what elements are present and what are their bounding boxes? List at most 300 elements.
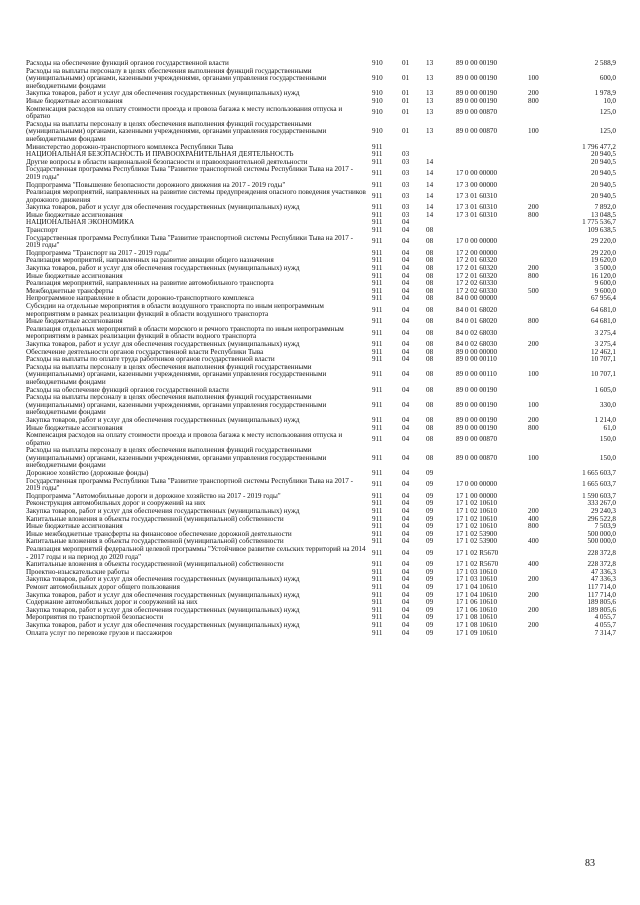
amount: 47 336,3: [591, 567, 616, 576]
subsection-code: 13: [426, 59, 434, 67]
table-row: [26, 630, 616, 638]
amount: 64 681,0: [591, 305, 616, 314]
target-article-code: 17 1 09 10610: [456, 628, 498, 637]
amount: 600,0: [599, 74, 616, 83]
target-article-code: 17 1 02 53900: [456, 529, 498, 538]
amount: 125,0: [599, 108, 616, 117]
row-name: Расходы на выплаты персоналу в целях обеспечения выполнения функций государственными (муниципальными) органами, казенными учреждениями, органами управления государственными внебюджетными фондами: [26, 119, 327, 143]
row-name: Подпрограмма "Повышение безопасности дорожного движения на 2017 - 2019 годы": [26, 180, 286, 189]
row-name: Иные бюджетные ассигнования: [26, 210, 123, 219]
subsection-code: 09: [426, 491, 434, 500]
target-article-code: 89 0 00 00870: [456, 127, 498, 136]
target-article-code: 17 2 00 00000: [456, 248, 498, 257]
row-name: Закупка товаров, работ и услуг для обеспечения государственных (муниципальных) нужд: [26, 620, 300, 629]
target-article-code: 17 2 02 60330: [456, 286, 498, 295]
target-article-code: 17 0 00 00000: [456, 237, 498, 246]
row-name: НАЦИОНАЛЬНАЯ ЭКОНОМИКА: [26, 218, 135, 227]
section-code: 04: [402, 264, 410, 273]
target-article-code: 17 1 02 R5670: [456, 548, 499, 557]
amount: 500 000,0: [587, 529, 616, 538]
ministry-code: 911: [372, 514, 383, 523]
ministry-code: 911: [372, 605, 383, 614]
target-article-code: 89 0 00 00870: [456, 434, 498, 443]
target-article-code: 17 1 08 10610: [456, 620, 498, 629]
ministry-code: 911: [372, 210, 383, 219]
table-row: [26, 447, 616, 470]
table-row: [26, 394, 616, 417]
amount: 228 372,8: [587, 560, 616, 569]
section-code: 04: [402, 537, 410, 546]
amount: 29 240,3: [591, 507, 616, 516]
target-article-code: 17 3 01 60310: [456, 191, 498, 200]
target-article-code: 89 0 00 00110: [456, 355, 497, 364]
row-name: Дорожное хозяйство (дорожные фонды): [26, 469, 149, 478]
subsection-code: 08: [426, 328, 434, 337]
subsection-code: 09: [426, 507, 434, 516]
ministry-code: 911: [372, 423, 383, 432]
section-code: 04: [402, 305, 410, 314]
expense-type-code: 800: [528, 317, 539, 326]
table-row: [26, 235, 616, 250]
target-article-code: 17 1 06 10610: [456, 605, 498, 614]
row-name: Иные бюджетные ассигнования: [26, 96, 123, 105]
row-name: Другие вопросы в области национальной безопасности и правоохранительной деятельности: [26, 157, 308, 166]
target-article-code: 17 1 03 10610: [456, 575, 498, 584]
row-name: Государственная программа Республики Тыва "Развитие транспортной системы Республики Тыва на 2017 - 2019 годы": [26, 165, 354, 181]
ministry-code: 911: [372, 339, 383, 348]
ministry-code: 911: [372, 256, 383, 265]
row-name: Государственная программа Республики Тыва "Развитие транспортной системы Республики Тыва на 2017 - 2019 годы": [26, 233, 354, 250]
ministry-code: 911: [372, 355, 383, 364]
amount: 20 940,5: [591, 150, 616, 159]
subsection-code: 08: [426, 226, 434, 235]
subsection-code: 08: [426, 286, 434, 295]
amount: 9 600,0: [594, 286, 616, 295]
target-article-code: 84 0 00 00000: [456, 294, 498, 303]
section-code: 04: [402, 491, 410, 500]
ministry-code: 911: [372, 305, 383, 314]
amount: 19 620,0: [591, 256, 616, 265]
amount: 1 590 603,7: [582, 491, 616, 500]
section-code: 04: [402, 507, 410, 516]
row-name: Иные межбюджетные трансферты на финансовое обеспечение дорожной деятельности: [26, 529, 292, 538]
section-code: 04: [402, 514, 410, 523]
ministry-code: 910: [372, 108, 383, 117]
section-code: 04: [402, 499, 410, 508]
subsection-code: 14: [426, 191, 434, 200]
target-article-code: 89 0 00 00190: [456, 415, 498, 424]
amount: 150,0: [599, 453, 616, 462]
section-code: 04: [402, 294, 410, 303]
expense-type-code: 200: [528, 575, 539, 584]
ministry-code: 911: [372, 620, 383, 629]
ministry-code: 911: [372, 191, 383, 200]
row-name: Расходы на обеспечение функций органов государственной власти: [26, 59, 229, 67]
amount: 9 600,0: [594, 279, 616, 288]
row-name: Закупка товаров, работ и услуг для обеспечения государственных (муниципальных) нужд: [26, 264, 300, 273]
subsection-code: 14: [426, 210, 434, 219]
amount: 10 707,1: [591, 370, 616, 379]
target-article-code: 89 0 00 00110: [456, 370, 497, 379]
section-code: 01: [402, 74, 410, 83]
section-code: 01: [402, 127, 410, 136]
ministry-code: 911: [372, 582, 383, 591]
expense-type-code: 400: [528, 560, 539, 569]
target-article-code: 17 0 00 00000: [456, 169, 498, 178]
section-code: 04: [402, 605, 410, 614]
expense-type-code: 400: [528, 537, 539, 546]
ministry-code: 911: [372, 537, 383, 546]
target-article-code: 84 0 02 68030: [456, 328, 498, 337]
row-name: НАЦИОНАЛЬНАЯ БЕЗОПАСНОСТЬ И ПРАВООХРАНИТЕЛЬНАЯ ДЕЯТЕЛЬНОСТЬ: [26, 150, 294, 159]
amount: 1 605,0: [594, 385, 616, 394]
target-article-code: 17 1 02 53900: [456, 537, 498, 546]
subsection-code: 09: [426, 480, 434, 489]
ministry-code: 911: [372, 271, 383, 280]
amount: 333 267,0: [587, 499, 616, 508]
table-row: [26, 303, 616, 318]
amount: 1 775 536,7: [582, 218, 616, 227]
ministry-code: 911: [372, 628, 383, 637]
target-article-code: 17 3 01 60310: [456, 210, 498, 219]
amount: 64 681,0: [591, 317, 616, 326]
table-row: [26, 219, 616, 227]
expense-type-code: 800: [528, 210, 539, 219]
expense-type-code: 100: [528, 400, 539, 409]
row-name: Расходы на выплаты по оплате труда работников органов государственной власти: [26, 355, 275, 364]
subsection-code: 09: [426, 628, 434, 637]
section-code: 04: [402, 355, 410, 364]
row-name: Закупка товаров, работ и услуг для обеспечения государственных (муниципальных) нужд: [26, 89, 300, 98]
subsection-code: 08: [426, 347, 434, 356]
section-code: 03: [402, 191, 410, 200]
target-article-code: 89 0 00 00190: [456, 400, 498, 409]
row-name: Компенсация расходов на оплату стоимости проезда и провоза багажа к месту использования отпуска и обратно: [26, 431, 343, 447]
ministry-code: 910: [372, 74, 383, 83]
row-name: Подпрограмма "Автомобильные дороги и дорожное хозяйство на 2017 - 2019 годы": [26, 491, 281, 500]
ministry-code: 911: [372, 385, 383, 394]
target-article-code: 17 1 06 10610: [456, 598, 498, 607]
target-article-code: 17 1 00 00000: [456, 491, 498, 500]
subsection-code: 09: [426, 514, 434, 523]
ministry-code: 911: [372, 294, 383, 303]
subsection-code: 13: [426, 127, 434, 136]
section-code: 04: [402, 370, 410, 379]
subsection-code: 08: [426, 237, 434, 246]
subsection-code: 14: [426, 169, 434, 178]
amount: 7 314,7: [594, 628, 616, 637]
subsection-code: 09: [426, 529, 434, 538]
section-code: 04: [402, 590, 410, 599]
expense-type-code: 200: [528, 339, 539, 348]
amount: 13 048,5: [591, 210, 616, 219]
ministry-code: 911: [372, 400, 383, 409]
section-code: 04: [402, 279, 410, 288]
ministry-code: 911: [372, 279, 383, 288]
expense-type-code: 800: [528, 271, 539, 280]
subsection-code: 09: [426, 567, 434, 576]
section-code: 04: [402, 548, 410, 557]
section-code: 04: [402, 226, 410, 235]
amount: 47 336,3: [591, 575, 616, 584]
section-code: 01: [402, 96, 410, 105]
section-code: 03: [402, 210, 410, 219]
section-code: 01: [402, 108, 410, 117]
row-name: Реализация отдельных мероприятий в области морского и речного транспорта по иным непрограммным мероприятиям в рамках реализации функций в области водного транспорта: [26, 324, 344, 341]
expense-type-code: 200: [528, 415, 539, 424]
amount: 1 214,0: [594, 415, 616, 424]
target-article-code: 17 0 00 00000: [456, 480, 498, 489]
ministry-code: 911: [372, 317, 383, 326]
amount: 29 220,0: [591, 237, 616, 246]
amount: 7 503,9: [594, 522, 616, 531]
subsection-code: 08: [426, 400, 434, 409]
subsection-code: 08: [426, 264, 434, 273]
row-name: Министерство дорожно-транспортного комплекса Республики Тыва: [26, 142, 234, 151]
target-article-code: 89 0 00 00190: [456, 74, 498, 83]
row-name: Капитальные вложения в объекты государственной (муниципальной) собственности: [26, 537, 284, 546]
subsection-code: 09: [426, 499, 434, 508]
amount: 189 805,6: [587, 605, 616, 614]
row-name: Реконструкция автомобильных дорог и сооружений на них: [26, 499, 206, 508]
amount: 1 796 477,2: [582, 142, 616, 151]
row-name: Субсидии на отдельные мероприятия в области воздушного транспорта по иным непрограммным мероприятиям в рамках реализации функций в области воздушного транспорта: [26, 302, 324, 318]
row-name: Реализация мероприятий федеральной целевой программы "Устойчивое развитие сельских территорий на 2014 - 2017 годы и на период до 2020 года": [26, 545, 366, 561]
amount: 4 055,7: [594, 620, 616, 629]
subsection-code: 14: [426, 157, 434, 166]
target-article-code: 17 1 03 10610: [456, 567, 498, 576]
row-name: Содержание автомобильных дорог и сооружений на них: [26, 598, 198, 607]
amount: 20 940,5: [591, 191, 616, 200]
subsection-code: 08: [426, 256, 434, 265]
subsection-code: 08: [426, 305, 434, 314]
subsection-code: 09: [426, 620, 434, 629]
target-article-code: 17 2 02 60330: [456, 279, 498, 288]
ministry-code: 911: [372, 480, 383, 489]
ministry-code: 911: [372, 347, 383, 356]
section-code: 01: [402, 59, 410, 67]
section-code: 03: [402, 180, 410, 189]
section-code: 04: [402, 286, 410, 295]
target-article-code: 89 0 00 00190: [456, 59, 498, 67]
section-code: 04: [402, 620, 410, 629]
amount: 12 462,1: [591, 347, 616, 356]
ministry-code: 910: [372, 59, 383, 67]
target-article-code: 89 0 00 00000: [456, 347, 498, 356]
section-code: 04: [402, 328, 410, 337]
amount: 10 707,1: [591, 355, 616, 364]
subsection-code: 08: [426, 294, 434, 303]
section-code: 04: [402, 628, 410, 637]
subsection-code: 09: [426, 575, 434, 584]
subsection-code: 08: [426, 370, 434, 379]
section-code: 04: [402, 522, 410, 531]
section-code: 04: [402, 400, 410, 409]
target-article-code: 89 0 00 00190: [456, 96, 498, 105]
ministry-code: 910: [372, 96, 383, 105]
target-article-code: 17 2 01 60320: [456, 256, 498, 265]
amount: 125,0: [599, 127, 616, 136]
amount: 4 055,7: [594, 613, 616, 622]
subsection-code: 09: [426, 469, 434, 478]
ministry-code: 911: [372, 567, 383, 576]
target-article-code: 89 0 00 00190: [456, 89, 498, 98]
expense-type-code: 200: [528, 264, 539, 273]
target-article-code: 84 0 01 68020: [456, 317, 498, 326]
row-name: Закупка товаров, работ и услуг для обеспечения государственных (муниципальных) нужд: [26, 590, 300, 599]
row-name: Расходы на выплаты персоналу в целях обеспечения выполнения функций государственными (муниципальными) органами, казенными учреждениями, органами управления государственными внебюджетными фондами: [26, 66, 327, 90]
row-name: Реализация мероприятий, направленных на развитие автомобильного транспорта: [26, 279, 274, 288]
row-name: Реализация мероприятий, направленных на развитие авиации общего назначения: [26, 256, 274, 265]
section-code: 04: [402, 248, 410, 257]
row-name: Расходы на выплаты персоналу в целях обеспечения выполнения функций государственными (муниципальными) органами, казенными учреждениями, органами управления государственными внебюджетными фондами: [26, 362, 327, 386]
target-article-code: 17 1 02 10610: [456, 514, 498, 523]
row-name: Расходы на выплаты персоналу в целях обеспечения выполнения функций государственными (муниципальными) органами, казенными учреждениями, органами управления государственными внебюджетными фондами: [26, 446, 327, 470]
target-article-code: 89 0 00 00190: [456, 423, 498, 432]
section-code: 04: [402, 575, 410, 584]
target-article-code: 17 1 02 R5670: [456, 560, 499, 569]
section-code: 04: [402, 560, 410, 569]
ministry-code: 911: [372, 453, 383, 462]
expense-type-code: 800: [528, 423, 539, 432]
ministry-code: 911: [372, 169, 383, 178]
row-name: Расходы на обеспечение функций органов государственной власти: [26, 385, 229, 394]
target-article-code: 89 0 00 00190: [456, 385, 498, 394]
subsection-code: 08: [426, 355, 434, 364]
amount: 189 805,6: [587, 598, 616, 607]
section-code: 04: [402, 567, 410, 576]
row-name: Иные бюджетные ассигнования: [26, 423, 123, 432]
row-name: Компенсация расходов на оплату стоимости проезда и провоза багажа к месту использования отпуска и обратно: [26, 104, 343, 121]
subsection-code: 14: [426, 203, 434, 212]
ministry-code: 911: [372, 529, 383, 538]
amount: 296 522,8: [587, 514, 616, 523]
section-code: 04: [402, 347, 410, 356]
amount: 20 940,5: [591, 180, 616, 189]
target-article-code: 17 1 04 10610: [456, 590, 498, 599]
row-name: Подпрограмма "Транспорт на 2017 - 2019 годы": [26, 248, 172, 257]
row-name: Капитальные вложения в объекты государственной (муниципальной) собственности: [26, 514, 284, 523]
table-row: [26, 166, 616, 181]
section-code: 04: [402, 469, 410, 478]
row-name: Мероприятия по транспортной безопасности: [26, 613, 164, 622]
target-article-code: 84 0 01 68020: [456, 305, 498, 314]
ministry-code: 911: [372, 522, 383, 531]
subsection-code: 09: [426, 605, 434, 614]
ministry-code: 911: [372, 598, 383, 607]
subsection-code: 09: [426, 613, 434, 622]
amount: 3 500,0: [594, 264, 616, 273]
subsection-code: 08: [426, 453, 434, 462]
subsection-code: 09: [426, 522, 434, 531]
row-name: Транспорт: [26, 226, 58, 235]
expense-type-code: 200: [528, 605, 539, 614]
ministry-code: 911: [372, 180, 383, 189]
expense-type-code: 100: [528, 453, 539, 462]
expense-type-code: 800: [528, 96, 539, 105]
row-name: Реализация мероприятий, направленных на развитие системы предупреждения опасного поведения участников дорожного движения: [26, 188, 366, 204]
target-article-code: 89 0 00 00870: [456, 453, 498, 462]
section-code: 04: [402, 256, 410, 265]
amount: 1 978,9: [594, 89, 616, 98]
amount: 330,0: [599, 400, 616, 409]
amount: 228 372,8: [587, 548, 616, 557]
ministry-code: 911: [372, 507, 383, 516]
row-name: Государственная программа Республики Тыва "Развитие транспортной системы Республики Тыва на 2017 - 2019 годы": [26, 476, 354, 493]
section-code: 04: [402, 453, 410, 462]
target-article-code: 17 1 02 10610: [456, 499, 498, 508]
ministry-code: 911: [372, 548, 383, 557]
subsection-code: 08: [426, 248, 434, 257]
row-name: Закупка товаров, работ и услуг для обеспечения государственных (муниципальных) нужд: [26, 415, 300, 424]
row-name: Капитальные вложения в объекты государственной (муниципальной) собственности: [26, 560, 284, 569]
section-code: 04: [402, 415, 410, 424]
row-name: Обеспечение деятельности органов государственной власти Республики Тыва: [26, 347, 264, 356]
subsection-code: 09: [426, 537, 434, 546]
ministry-code: 911: [372, 150, 383, 159]
row-name: Закупка товаров, работ и услуг для обеспечения государственных (муниципальных) нужд: [26, 507, 300, 516]
expense-type-code: 100: [528, 127, 539, 136]
amount: 500 000,0: [587, 537, 616, 546]
section-code: 04: [402, 385, 410, 394]
target-article-code: 17 1 08 10610: [456, 613, 498, 622]
section-code: 04: [402, 613, 410, 622]
subsection-code: 09: [426, 598, 434, 607]
subsection-code: 08: [426, 279, 434, 288]
expense-type-code: 200: [528, 507, 539, 516]
ministry-code: 910: [372, 127, 383, 136]
subsection-code: 08: [426, 434, 434, 443]
section-code: 04: [402, 271, 410, 280]
subsection-code: 09: [426, 590, 434, 599]
section-code: 04: [402, 237, 410, 246]
row-name: Непрограммное направление в области дорожно-транспортного комплекса: [26, 294, 254, 303]
ministry-code: 911: [372, 434, 383, 443]
ministry-code: 911: [372, 264, 383, 273]
subsection-code: 09: [426, 548, 434, 557]
subsection-code: 13: [426, 108, 434, 117]
target-article-code: 89 0 00 00870: [456, 108, 498, 117]
section-code: 04: [402, 317, 410, 326]
section-code: 03: [402, 169, 410, 178]
ministry-code: 911: [372, 590, 383, 599]
target-article-code: 84 0 02 68030: [456, 339, 498, 348]
expense-type-code: 400: [528, 514, 539, 523]
amount: 109 638,5: [587, 226, 616, 235]
section-code: 01: [402, 89, 410, 98]
section-code: 04: [402, 598, 410, 607]
target-article-code: 17 1 02 10610: [456, 522, 498, 531]
ministry-code: 911: [372, 560, 383, 569]
row-name: Ремонт автомобильных дорог общего пользования: [26, 582, 180, 591]
expense-type-code: 200: [528, 590, 539, 599]
ministry-code: 911: [372, 157, 383, 166]
row-name: Иные бюджетные ассигнования: [26, 522, 123, 531]
amount: 3 275,4: [594, 328, 616, 337]
row-name: Оплата услуг по перевозке грузов и пассажиров: [26, 628, 173, 637]
subsection-code: 13: [426, 96, 434, 105]
target-article-code: 17 3 00 00000: [456, 180, 498, 189]
section-code: 03: [402, 150, 410, 159]
subsection-code: 09: [426, 582, 434, 591]
target-article-code: 17 2 01 60320: [456, 271, 498, 280]
subsection-code: 08: [426, 385, 434, 394]
ministry-code: 911: [372, 415, 383, 424]
table-row: [26, 121, 616, 144]
ministry-code: 911: [372, 328, 383, 337]
subsection-code: 09: [426, 560, 434, 569]
amount: 16 120,0: [591, 271, 616, 280]
